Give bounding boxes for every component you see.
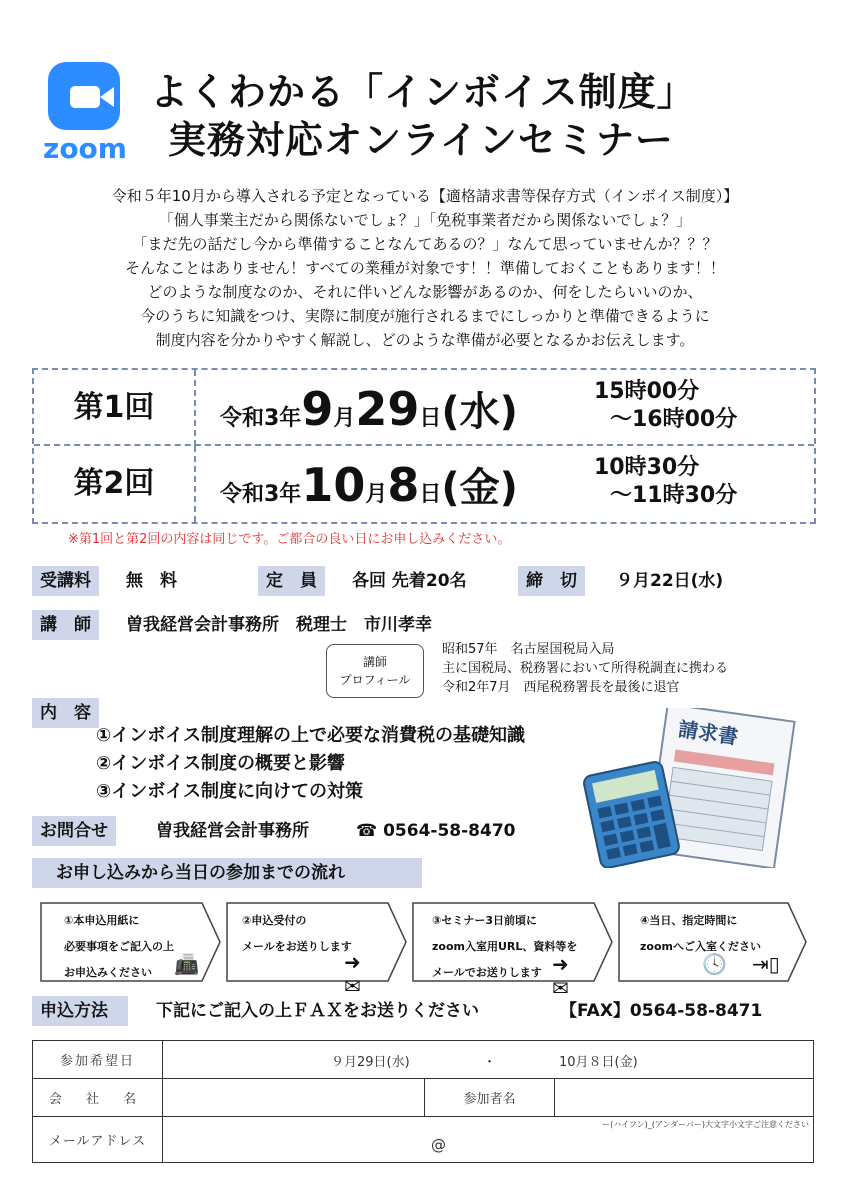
lecturer-profile-button: 講師 プロフィール [326, 644, 424, 698]
table-row [33, 1041, 814, 1079]
intro-line: どのような制度なのか、それに伴いどんな影響があるのか、何をしたらいいのか、 [147, 283, 703, 301]
email-label: メールアドレス [33, 1117, 163, 1163]
lecturer-profile: 昭和57年 名古屋国税局入局 主に国税局、税務署において所得税調査に携わる 令和2年7月 西尾税務署長を最後に退官 [442, 642, 729, 695]
phone-icon: ☎ [356, 821, 384, 841]
company-field[interactable] [163, 1079, 425, 1117]
intro-line: 制度内容を分かりやすく解説し、どのような準備が必要となるかお伝えします。 [155, 331, 695, 349]
schedule-row [34, 446, 814, 522]
lecturer-label: 講 師 [32, 610, 99, 640]
application-form [32, 1040, 814, 1163]
intro-line: そんなことはありません！すべての業種が対象です！！準備しておくこともあります！！ [125, 259, 725, 277]
date-options[interactable] [163, 1041, 814, 1079]
intro-text [30, 184, 820, 352]
fax-number: 【FAX】0564-58-8471 [560, 1001, 763, 1021]
clock-icon: 🕓 [702, 952, 727, 976]
email-field[interactable] [163, 1117, 814, 1163]
deadline-label: 締 切 [518, 566, 585, 596]
list-item: ②インボイス制度の概要と影響 [96, 753, 346, 774]
schedule-table [32, 368, 816, 524]
capacity-value: 各回 先着20名 [352, 571, 467, 591]
invoice-calculator-illustration [580, 708, 800, 868]
session-label: 第2回 [34, 446, 196, 522]
session-time: 15時00分 ～16時00分 [594, 379, 738, 432]
date-label: 参加希望日 [33, 1041, 163, 1079]
send-mail-icon: ➜✉ [552, 952, 569, 1000]
list-item: ③インボイス制度に向けての対策 [96, 781, 364, 802]
schedule-row [34, 370, 814, 446]
enter-door-icon: ⇥▯ [752, 952, 780, 976]
contact-label: お問合せ [32, 816, 116, 846]
participant-field[interactable] [555, 1079, 814, 1117]
fax-icon: 📠 [174, 952, 199, 976]
apply-label: 申込方法 [32, 996, 128, 1026]
date-option-1[interactable]: ９月29日(水) [331, 1054, 410, 1070]
lecturer-name: 曽我経営会計事務所 税理士 市川孝幸 [126, 615, 432, 635]
contact-phone-row [356, 816, 516, 846]
zoom-logo [40, 62, 130, 165]
list-item: ①インボイス制度理解の上で必要な消費税の基礎知識 [96, 725, 526, 746]
session-date: 令和3年10月8日(金) [220, 458, 518, 512]
intro-line: 「まだ先の話だし今から準備することなんてあるの？」なんて思っていませんか？？？ [132, 235, 718, 253]
contents-list [96, 722, 525, 806]
fee-label: 受講料 [32, 566, 99, 596]
date-option-2[interactable]: 10月８日(金) [559, 1054, 638, 1070]
flow-title: お申し込みから当日の参加までの流れ [32, 858, 422, 888]
session-label: 第1回 [34, 370, 196, 446]
title-line-1: よくわかる「インボイス制度」 [150, 68, 696, 116]
send-mail-icon: ➜✉ [344, 950, 361, 998]
company-label: 会 社 名 [33, 1079, 163, 1117]
intro-line: 令和５年10月から導入される予定となっている【適格請求書等保存方式（インボイス制度）】 [111, 187, 739, 205]
session-time: 10時30分 ～11時30分 [594, 455, 738, 508]
intro-line: 今のうちに知識をつけ、実際に制度が施行されるまでにしっかりと準備できるように [140, 307, 710, 325]
invoice-title: 請求書 [676, 716, 740, 749]
apply-text: 下記にご記入の上ＦＡＸをお送りください [156, 1001, 479, 1021]
zoom-logo-word: zoom [43, 132, 127, 165]
participant-label: 参加者名 [425, 1079, 555, 1117]
title-line-2: 実務対応オンラインセミナー [168, 116, 674, 164]
contents-label: 内 容 [32, 698, 99, 728]
email-at: @ [431, 1135, 446, 1154]
zoom-camera-icon [48, 62, 120, 130]
session-date: 令和3年9月29日(水) [220, 382, 518, 436]
schedule-note: ※第1回と第2回の内容は同じです。ご都合の良い日にお申し込みください。 [68, 532, 511, 547]
fee-value: 無 料 [126, 571, 177, 591]
table-row [33, 1079, 814, 1117]
capacity-label: 定 員 [258, 566, 325, 596]
table-row [33, 1117, 814, 1163]
contact-phone: 0564-58-8470 [383, 821, 516, 841]
deadline-value: ９月22日(水) [616, 571, 724, 591]
date-separator: ・ [483, 1054, 497, 1070]
contact-office: 曽我経営会計事務所 [156, 821, 309, 841]
intro-line: 「個人事業主だから関係ないでしょ？」「免税事業者だから関係ないでしょ？」 [158, 211, 692, 229]
email-note: ー(ハイフン)_(アンダーバー)大文字小文字ご注意ください [602, 1119, 809, 1129]
